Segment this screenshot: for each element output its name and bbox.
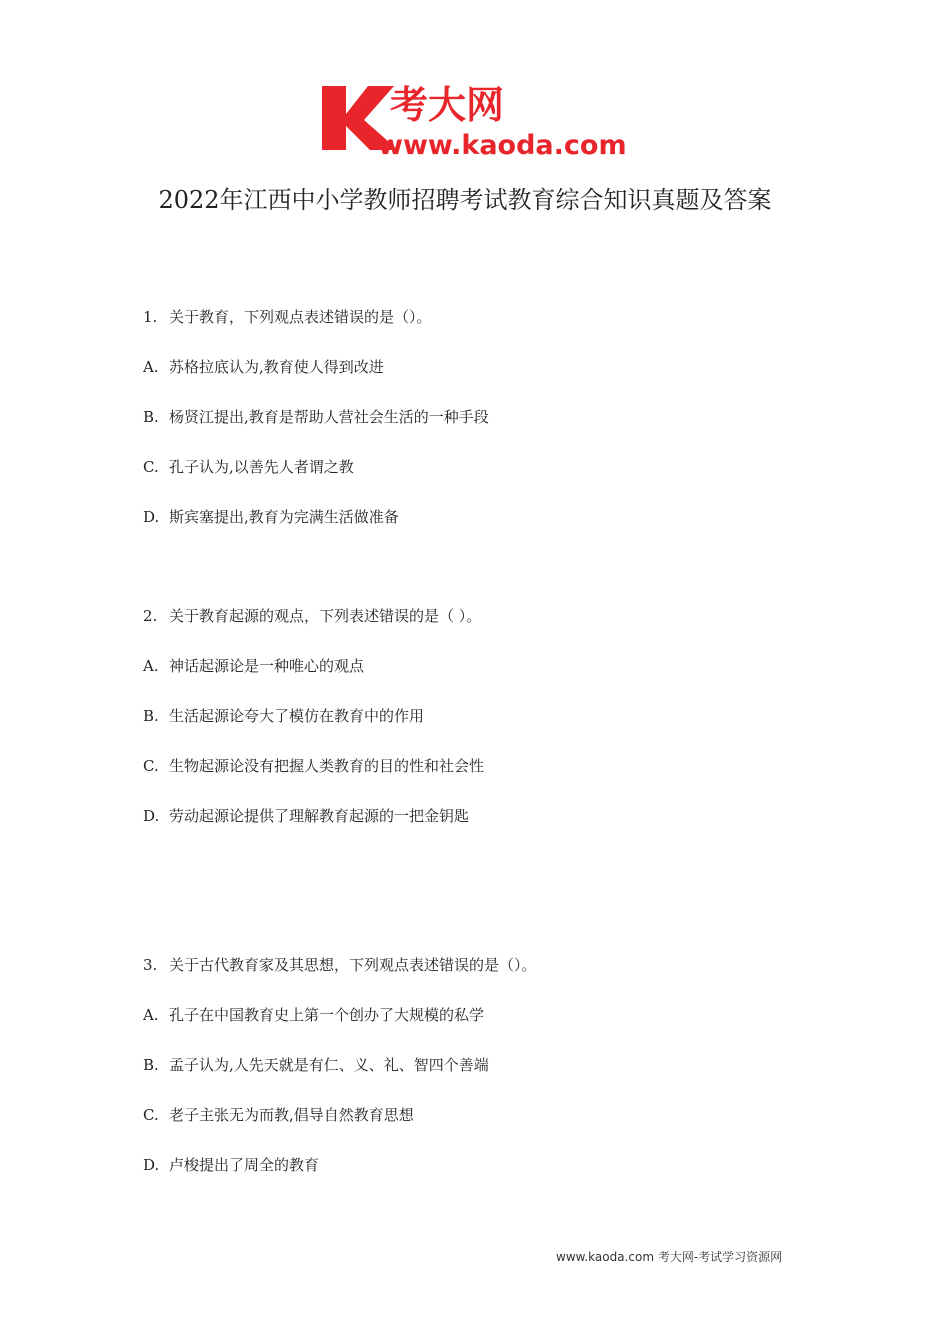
option-text: 老子主张无为而教,倡导自然教育思想 [169, 1106, 414, 1124]
option-text: 卢梭提出了周全的教育 [169, 1156, 320, 1174]
question-text: 关于教育起源的观点，下列表述错误的是（ ）。 [169, 607, 482, 625]
option-key: B. [143, 408, 159, 426]
option-key: A. [143, 358, 159, 376]
question-text: 关于教育，下列观点表述错误的是（）。 [169, 308, 432, 326]
logo-url: www.kaoda.com [378, 130, 627, 160]
option-item [143, 1054, 489, 1075]
option-text: 孔子在中国教育史上第一个创办了大规模的私学 [169, 1006, 485, 1024]
option-item [143, 655, 364, 676]
document-title: 2022年江西中小学教师招聘考试教育综合知识真题及答案 [158, 186, 772, 214]
option-item [143, 506, 399, 527]
option-text: 孟子认为,人先天就是有仁、义、礼、智四个善端 [169, 1056, 489, 1074]
option-text: 生活起源论夸大了模仿在教育中的作用 [169, 707, 425, 725]
kaoda-logo-graphic [318, 80, 638, 160]
question-stem [143, 954, 537, 975]
page-footer[interactable]: www.kaoda.com 考大网-考试学习资源网 [556, 1250, 783, 1264]
question-stem [143, 605, 481, 626]
question-number: 1. [143, 308, 158, 326]
logo-brand-name: 考大网 [390, 83, 505, 127]
option-key: A. [143, 657, 159, 675]
question-stem [143, 306, 432, 327]
option-key: D. [143, 807, 160, 825]
option-key: B. [143, 707, 159, 725]
question-number: 2. [143, 607, 158, 625]
option-key: C. [143, 1106, 159, 1124]
option-key: D. [143, 508, 160, 526]
kaoda-logo[interactable] [318, 80, 638, 160]
question-text: 关于古代教育家及其思想，下列观点表述错误的是（）。 [169, 956, 537, 974]
question-number: 3. [143, 956, 158, 974]
option-text: 劳动起源论提供了理解教育起源的一把金钥匙 [169, 807, 470, 825]
option-item [143, 705, 424, 726]
option-item [143, 456, 354, 477]
option-text: 生物起源论没有把握人类教育的目的性和社会性 [169, 757, 485, 775]
option-text: 斯宾塞提出,教育为完满生活做准备 [169, 508, 399, 526]
option-item [143, 1004, 484, 1025]
option-key: D. [143, 1156, 160, 1174]
option-text: 苏格拉底认为,教育使人得到改进 [169, 358, 384, 376]
option-text: 神话起源论是一种唯心的观点 [169, 657, 365, 675]
option-item [143, 755, 484, 776]
option-item [143, 1154, 319, 1175]
option-item [143, 805, 469, 826]
option-text: 杨贤江提出,教育是帮助人营社会生活的一种手段 [169, 408, 489, 426]
option-key: C. [143, 757, 159, 775]
option-item [143, 356, 384, 377]
option-item [143, 406, 489, 427]
option-key: C. [143, 458, 159, 476]
option-key: B. [143, 1056, 159, 1074]
option-text: 孔子认为,以善先人者谓之教 [169, 458, 354, 476]
option-item [143, 1104, 414, 1125]
option-key: A. [143, 1006, 159, 1024]
